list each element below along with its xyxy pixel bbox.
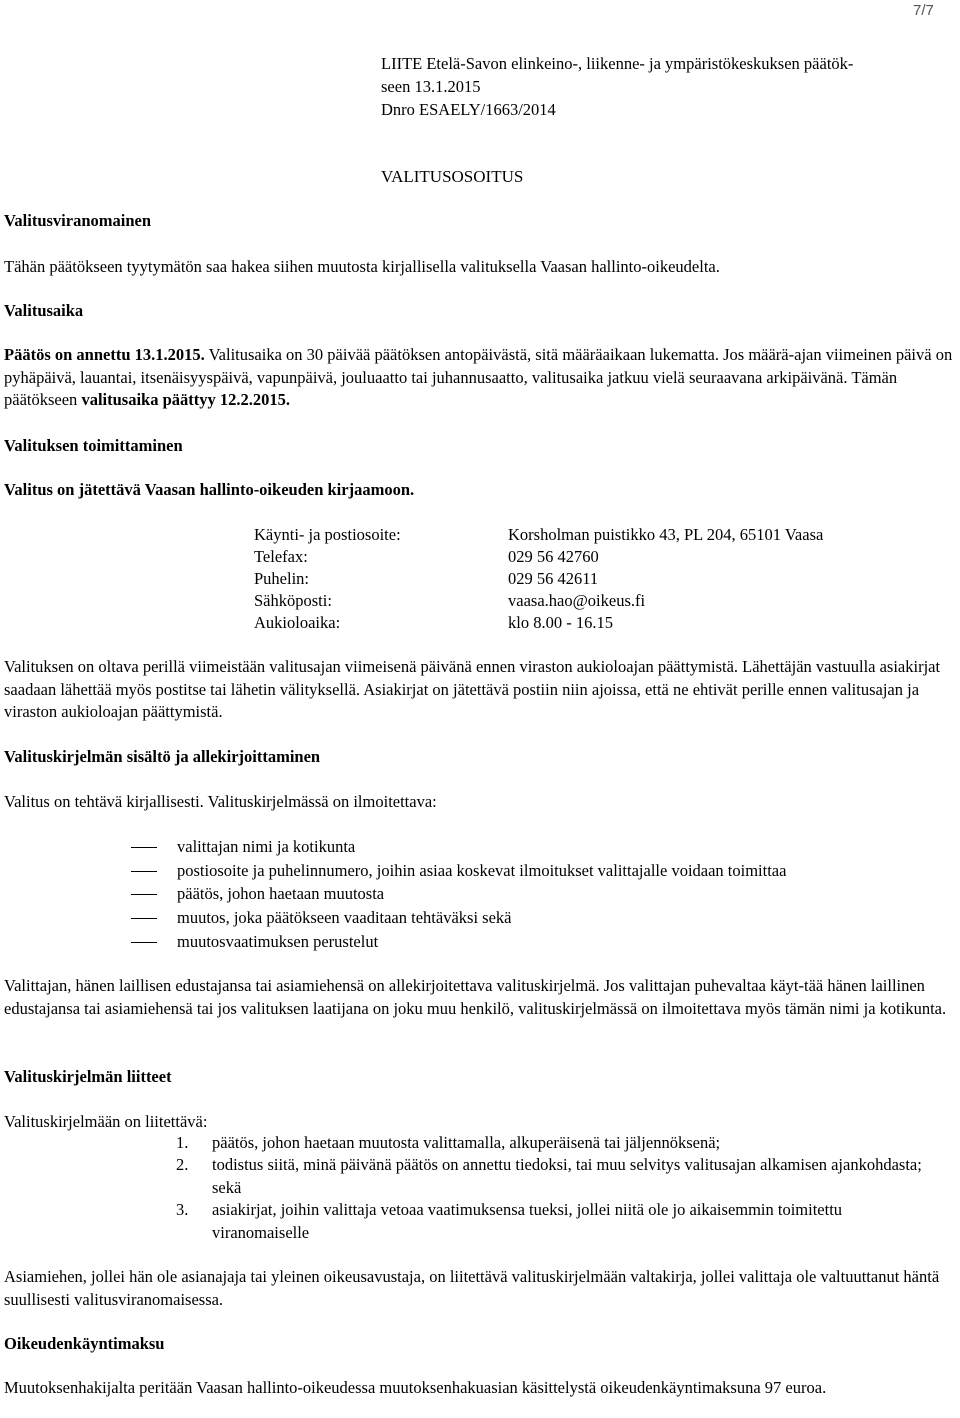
dash-bullet-icon — [131, 894, 157, 895]
contact-value: Korsholman puistikko 43, PL 204, 65101 Vaasa — [508, 525, 824, 544]
dash-bullet-icon — [131, 871, 157, 872]
header-line-2: seen 13.1.2015 — [381, 77, 481, 96]
contact-label: Käynti- ja postiosoite: — [254, 525, 401, 544]
heading-valitusviranomainen: Valitusviranomainen — [4, 211, 152, 230]
text-liitteet-intro: Valituskirjelmään on liitettävä: — [4, 1112, 208, 1131]
document-title: VALITUSOSOITUS — [381, 167, 524, 186]
header-line-1: LIITE Etelä-Savon elinkeino-, liikenne- ja ympäristökeskuksen päätök- — [381, 54, 854, 73]
contact-value: klo 8.00 - 16.15 — [508, 613, 613, 632]
text-toimittaminen-bold: Valitus on jätettävä Vaasan hallinto-oikeuden kirjaamoon. — [4, 480, 415, 499]
text-maksu: Muutoksenhakijalta peritään Vaasan hallinto-oikeudessa muutoksenhakuasian käsittelystä oikeudenkäyntimaksuna 97 euroa. — [4, 1378, 827, 1397]
dash-bullet-icon — [131, 918, 157, 919]
heading-toimittaminen: Valituksen toimittaminen — [4, 436, 183, 455]
heading-liitteet: Valituskirjelmän liitteet — [4, 1067, 172, 1086]
text-valitusviranomainen: Tähän päätökseen tyytymätön saa hakea siihen muutosta kirjallisella valituksella Vaasan hallinto-oikeudelta. — [4, 257, 720, 276]
valitusaika-body: Valitusaika on 30 päivää päätöksen antopäivästä, sitä määräaikaan lukematta. Jos määrä-ajan viimeinen päivä on pyhäpäivä, lauantai, itsenäisyyspäivä, vapunpäivä, jouluaatto tai juhannusaatto, valitusaika jatkuu vielä seuraavana arkipäivänä. Tämän päätökseen — [4, 345, 953, 409]
contact-value: vaasa.hao@oikeus.fi — [508, 591, 646, 610]
heading-valitusaika: Valitusaika — [4, 301, 84, 320]
text-liitteet: Asiamiehen, jollei hän ole asianajaja tai yleinen oikeusavustaja, on liitettävä valituskirjelmään valtakirja, jollei valittaja ole valtuuttanut häntä suullisesti valitusviranomaisessa. — [4, 1267, 940, 1309]
contact-value: 029 56 42611 — [508, 569, 599, 588]
page-number: 7/7 — [913, 2, 934, 19]
contact-label: Sähköposti: — [254, 591, 332, 610]
contact-label: Telefax: — [254, 547, 308, 566]
header-line-3: Dnro ESAELY/1663/2014 — [381, 100, 556, 119]
contact-value: 029 56 42760 — [508, 547, 599, 566]
deadline-date: valitusaika päättyy 12.2.2015. — [81, 390, 290, 409]
text-sisalto: Valittajan, hänen laillisen edustajansa tai asiamiehensä on allekirjoitettava valituskirjelmä. Jos valittajan puhevaltaa käyt-tää hänen laillinen edustajansa tai asiamiehensä tai jos valituksen laatijana on joku muu henkilö, valituskirjelmässä on ilmoitettava myös tämän nimi ja kotikunta. — [4, 976, 947, 1018]
decision-date: Päätös on annettu 13.1.2015. — [4, 345, 205, 364]
dash-bullet-icon — [131, 942, 157, 943]
text-valitusaika — [4, 344, 960, 412]
text-sisalto-intro: Valitus on tehtävä kirjallisesti. Valituskirjelmässä on ilmoitettava: — [4, 792, 437, 811]
text-toimittaminen: Valituksen on oltava perillä viimeistään valitusajan viimeisenä päivänä ennen viraston aukioloajan päättymistä. Lähettäjän vastuulla asiakirjat saadaan lähettää myös postitse tai lähetin välityksellä. Asiakirjat on jätettävä postiin niin ajoissa, että ne ehtivät perille ennen valitusajan ja viraston aukioloajan päättymistä. — [4, 657, 941, 721]
contact-label: Puhelin: — [254, 569, 310, 588]
contact-label: Aukioloaika: — [254, 613, 341, 632]
heading-maksu: Oikeudenkäyntimaksu — [4, 1334, 165, 1353]
dash-bullet-icon — [131, 847, 157, 848]
heading-sisalto: Valituskirjelmän sisältö ja allekirjoittaminen — [4, 747, 321, 766]
